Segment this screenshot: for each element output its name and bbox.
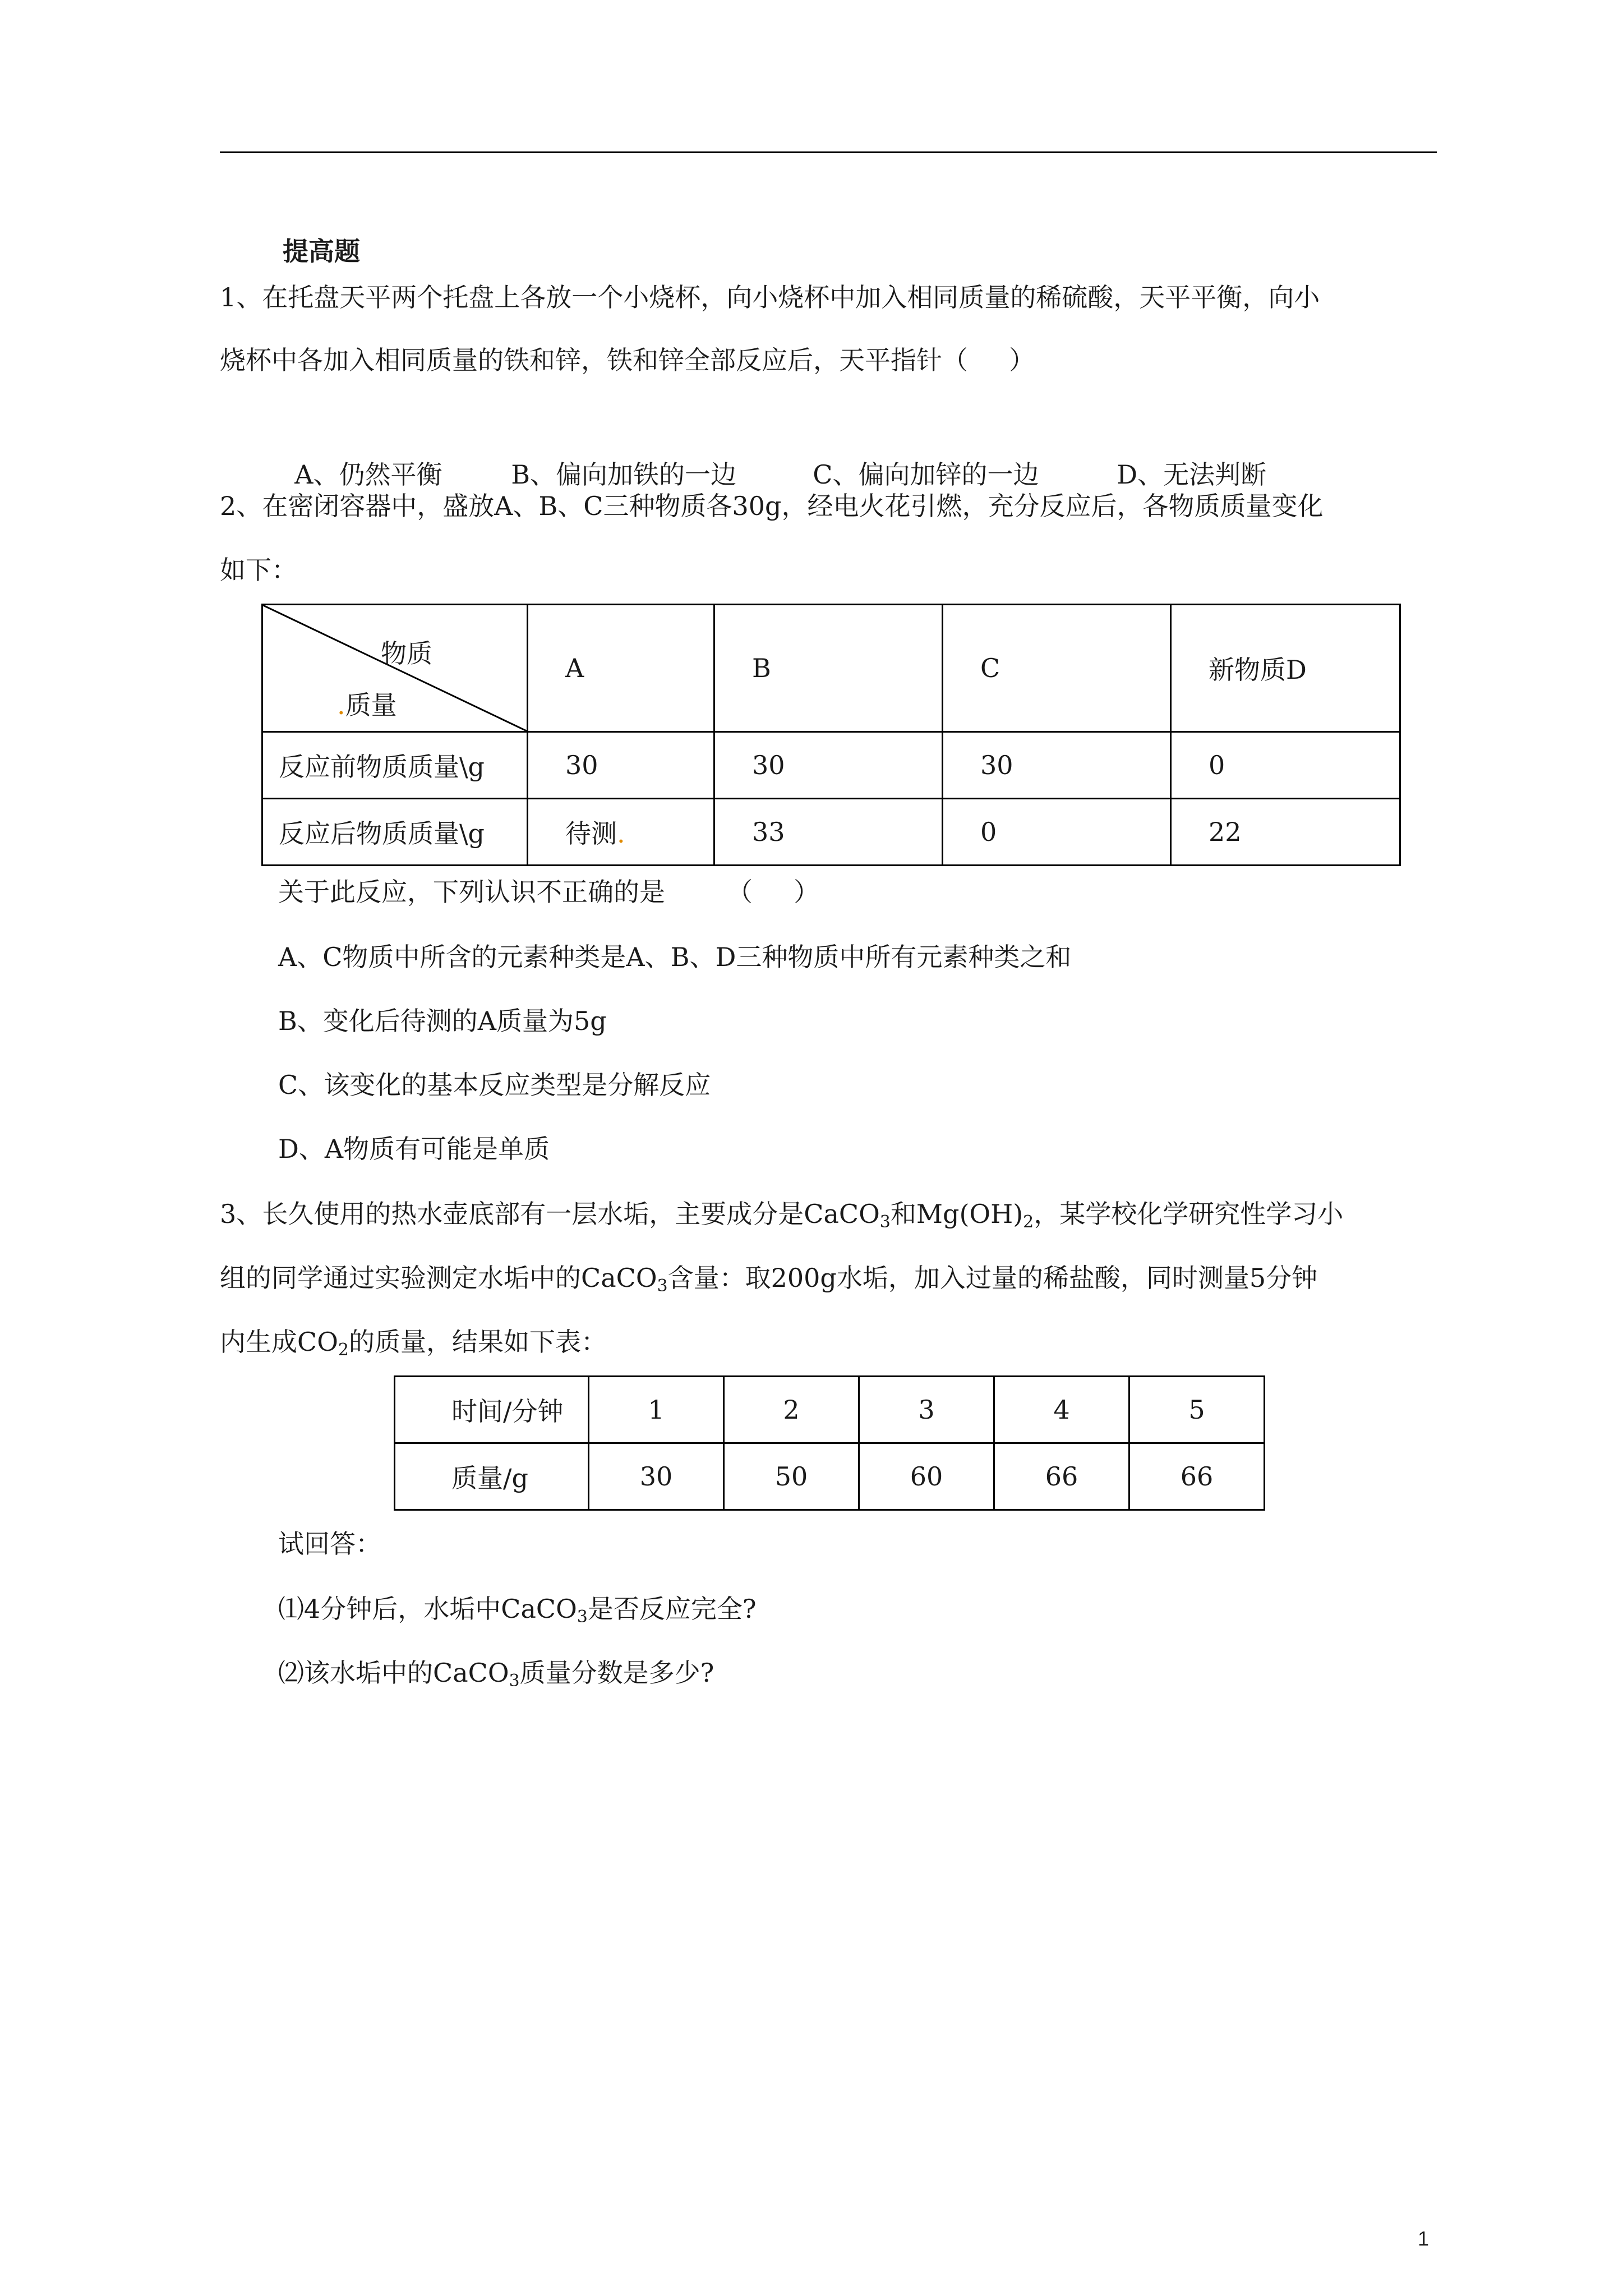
q1-text-line2: 烧杯中各加入相同质量的铁和锌，铁和锌全部反应后，天平指针（ ）: [220, 345, 1035, 375]
q2-cell: 30: [528, 732, 714, 799]
q2-table-row: [262, 799, 1400, 866]
q2-text-line2: 如下：: [220, 555, 297, 585]
q2-table-corner-cell: [262, 605, 528, 732]
q1-options: [278, 424, 1266, 491]
q3-co2-table: [394, 1375, 1265, 1511]
q3-cell: 5: [1129, 1377, 1265, 1443]
q2-col-header-a: A: [528, 605, 714, 732]
q3-text-line1: 3、长久使用的热水壶底部有一层水垢，主要成分是CaCO$_3$和$Mg(OH)_2$，某学校化学研究性学习小: [220, 1199, 1344, 1232]
q2-cell: 待测.: [528, 799, 714, 866]
header-rule: [220, 151, 1437, 153]
q2-row-label-before: 反应前物质质量\g: [262, 732, 528, 799]
page-number: 1: [1418, 2227, 1430, 2250]
q3-cell: 50: [724, 1443, 859, 1510]
q3-table-row-mass: [395, 1443, 1265, 1510]
q3-cell: 30: [589, 1443, 724, 1510]
q2-prompt: 关于此反应，下列认识不正确的是 （ ）: [278, 877, 820, 907]
q2-option-d: D、A物质有可能是单质: [278, 1134, 550, 1164]
q3-cell: 4: [994, 1377, 1129, 1443]
q2-cell: 22: [1171, 799, 1400, 866]
q3-sub-question-2: ⑵该水垢中的CaCO$_3$质量分数是多少?: [278, 1658, 714, 1691]
q2-cell: 0: [1171, 732, 1400, 799]
q1-option-d: D、无法判断: [1117, 459, 1267, 490]
q3-row-label-time: 时间/分钟: [395, 1377, 589, 1443]
q2-table-row: [262, 732, 1400, 799]
q1-option-b: B、偏向加铁的一边: [511, 459, 737, 490]
q3-cell: 1: [589, 1377, 724, 1443]
section-title: 提高题: [283, 236, 360, 266]
q2-col-header-b: B: [714, 605, 943, 732]
q3-table-row-time: [395, 1377, 1265, 1443]
corner-label-mass: .质量: [337, 690, 397, 720]
q3-row-label-mass: 质量/g: [395, 1443, 589, 1510]
q2-cell: 30: [943, 732, 1171, 799]
corner-label-substance: 物质: [381, 638, 432, 669]
q2-option-a: A、C物质中所含的元素种类是A、B、D三种物质中所有元素种类之和: [278, 942, 1072, 972]
q3-cell: 60: [859, 1443, 994, 1510]
q3-text-line3: 内生成$CO_2$的质量，结果如下表：: [220, 1327, 607, 1360]
q3-cell: 2: [724, 1377, 859, 1443]
q2-col-header-c: C: [943, 605, 1171, 732]
q2-option-b: B、变化后待测的A质量为5g: [278, 1006, 607, 1036]
q2-table-header-row: [262, 605, 1400, 732]
q2-col-header-d: 新物质D: [1171, 605, 1400, 732]
q3-answer-prompt: 试回答：: [278, 1529, 381, 1559]
q2-cell: 0: [943, 799, 1171, 866]
q1-option-c: C、偏向加锌的一边: [813, 459, 1039, 490]
q2-text-line1: 2、在密闭容器中，盛放A、B、C三种物质各30g，经电火花引燃，充分反应后，各物质质量变化: [220, 491, 1324, 521]
q2-cell: 30: [714, 732, 943, 799]
q2-cell: 33: [714, 799, 943, 866]
q3-cell: 66: [994, 1443, 1129, 1510]
q3-cell: 66: [1129, 1443, 1265, 1510]
q3-cell: 3: [859, 1377, 994, 1443]
q2-mass-table: [261, 604, 1401, 866]
q3-text-line2: 组的同学通过实验测定水垢中的CaCO$_3$含量：取200g水垢，加入过量的稀盐酸，同时测量5分钟: [220, 1263, 1318, 1296]
q3-sub-question-1: ⑴4分钟后，水垢中CaCO$_3$是否反应完全?: [278, 1594, 757, 1627]
q2-row-label-after: 反应后物质质量\g: [262, 799, 528, 866]
q1-text-line1: 1、在托盘天平两个托盘上各放一个小烧杯，向小烧杯中加入相同质量的稀硫酸，天平平衡，向小: [220, 282, 1320, 312]
q1-option-a: A、仍然平衡: [294, 459, 442, 490]
q2-option-c: C、该变化的基本反应类型是分解反应: [278, 1070, 711, 1100]
